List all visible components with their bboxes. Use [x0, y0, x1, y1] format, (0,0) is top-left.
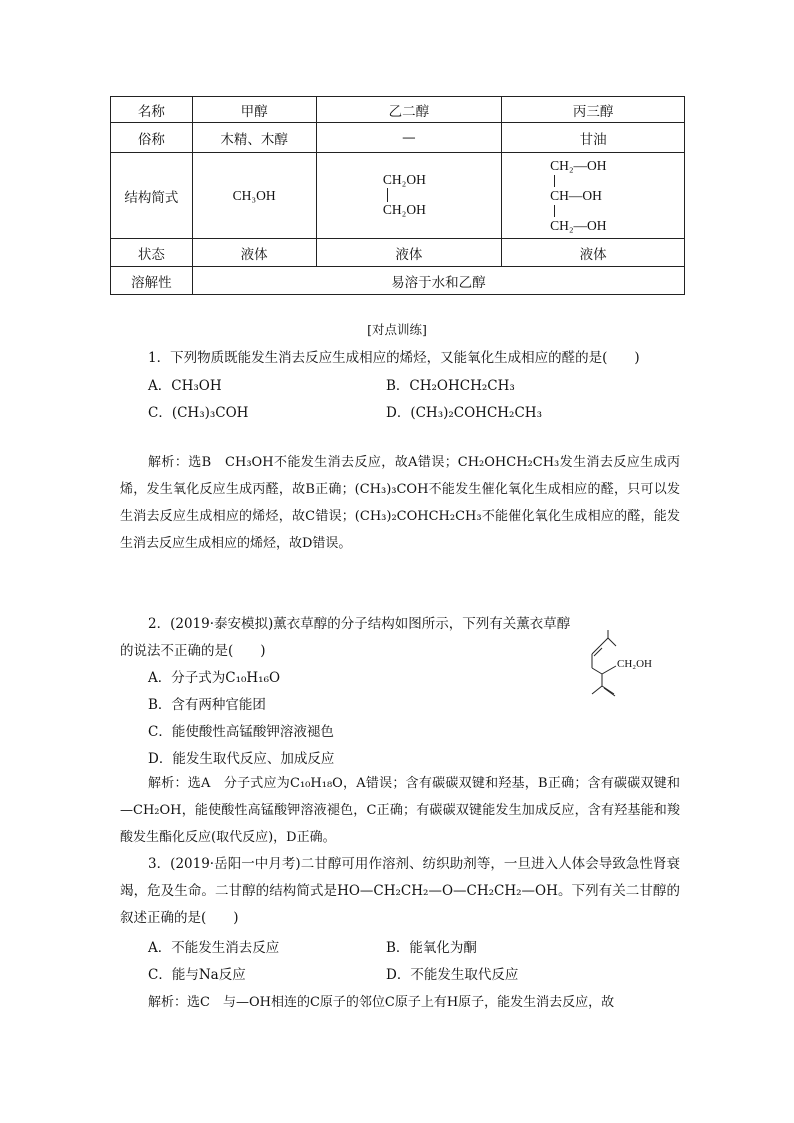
table-cell: 液体 — [502, 239, 685, 267]
glycerol-line: CH₂—OH — [550, 157, 607, 173]
q3-analysis: 解析：选C 与—OH相连的C原子的邻位C原子上有H原子，能发生消去反应，故 — [148, 995, 615, 1010]
table-cell: 液体 — [316, 239, 502, 267]
glycol-line: CH₂OH — [382, 171, 426, 187]
glycol-structure — [316, 153, 502, 239]
bond-line — [387, 188, 388, 202]
alcohol-table — [110, 96, 685, 295]
table-cell: 木精、木醇 — [192, 123, 316, 153]
q1-option-a: A．CH₃OH — [148, 378, 222, 394]
q2-option-b: B．含有两种官能团 — [148, 697, 266, 713]
table-cell: 液体 — [192, 239, 316, 267]
glycerol-line: CH—OH — [550, 187, 602, 203]
table-cell: 结构简式 — [111, 153, 193, 239]
q3-option-a: A．不能发生消去反应 — [148, 940, 280, 956]
bond-line — [554, 205, 555, 217]
table-cell: 易溶于水和乙醇 — [192, 267, 684, 295]
figure-label: CH₂OH — [617, 658, 653, 670]
table-row — [111, 123, 685, 153]
q2-option-a: A．分子式为C₁₀H₁₆O — [148, 670, 281, 686]
table-cell: 名称 — [111, 97, 193, 123]
table-cell: 丙三醇 — [502, 97, 685, 123]
q3-stem: 3．(2019·岳阳一中月考)二甘醇可用作溶剂、纺织助剂等，一旦进入人体会导致急性肾衰竭，危及生命。二甘醇的结构简式是HO—CH₂CH₂—O—CH₂CH₂—OH。下列有关二甘醇的叙述正确的是( ) — [120, 856, 680, 926]
q1-option-c: C．(CH₃)₃COH — [148, 405, 249, 421]
q1-stem: 1．下列物质既能发生消去反应生成相应的烯烃，又能氧化生成相应的醛的是( ) — [148, 350, 640, 366]
q2-stem-continued: 的说法不正确的是( ) — [120, 643, 266, 659]
q2-option-d: D．能发生取代反应、加成反应 — [148, 751, 335, 767]
table-cell: 乙二醇 — [316, 97, 502, 123]
table-cell: 状态 — [111, 239, 193, 267]
section-title: [对点训练] — [367, 322, 427, 337]
glycerol-line: CH₂—OH — [550, 217, 607, 233]
glycol-line: CH₂OH — [382, 201, 426, 217]
table-row — [111, 267, 685, 295]
q2-stem: 2．(2019·泰安模拟)薰衣草醇的分子结构如图所示，下列有关薰衣草醇 — [148, 616, 571, 632]
table-cell: 甘油 — [502, 123, 685, 153]
q1-option-b: B．CH₂OHCH₂CH₃ — [386, 378, 515, 394]
table-row — [111, 153, 685, 239]
q3-option-d: D．不能发生取代反应 — [386, 967, 519, 983]
glycerol-structure — [502, 153, 685, 239]
q1-option-d: D．(CH₃)₂COHCH₂CH₃ — [386, 405, 542, 421]
q3-option-b: B．能氧化为酮 — [386, 940, 477, 956]
methanol-formula: CH₃OH — [192, 153, 316, 239]
table-cell: 甲醇 — [192, 97, 316, 123]
q2-option-c: C．能使酸性高锰酸钾溶液褪色 — [148, 724, 334, 740]
table-cell: — — [316, 123, 502, 153]
table-row — [111, 97, 685, 123]
table-row — [111, 239, 685, 267]
bond-line — [554, 175, 555, 187]
q1-analysis: 解析：选B CH₃OH不能发生消去反应，故A错误；CH₂OHCH₂CH₃发生消去反应生成丙烯，发生氧化反应生成丙醛，故B正确；(CH₃)₃COH不能发生催化氧化生成相应的醛，只可以发生消去反应生成相应的烯烃，故C错误；(CH₃)₂COHCH₂CH₃不能催化氧化生成相应的醛，能发生消去反应生成相应的烯烃，故D错误。 — [120, 455, 680, 551]
q3-option-c: C．能与Na反应 — [148, 967, 246, 983]
lavandulol-structure-figure — [580, 628, 680, 700]
table-cell: 俗称 — [111, 123, 193, 153]
q2-analysis: 解析：选A 分子式应为C₁₀H₁₈O，A错误；含有碳碳双键和羟基，B正确；含有碳碳双键和—CH₂OH，能使酸性高锰酸钾溶液褪色，C正确；有碳碳双键能发生加成反应，含有羟基能和羧酸发生酯化反应(取代反应)，D正确。 — [120, 776, 680, 845]
table-cell: 溶解性 — [111, 267, 193, 295]
